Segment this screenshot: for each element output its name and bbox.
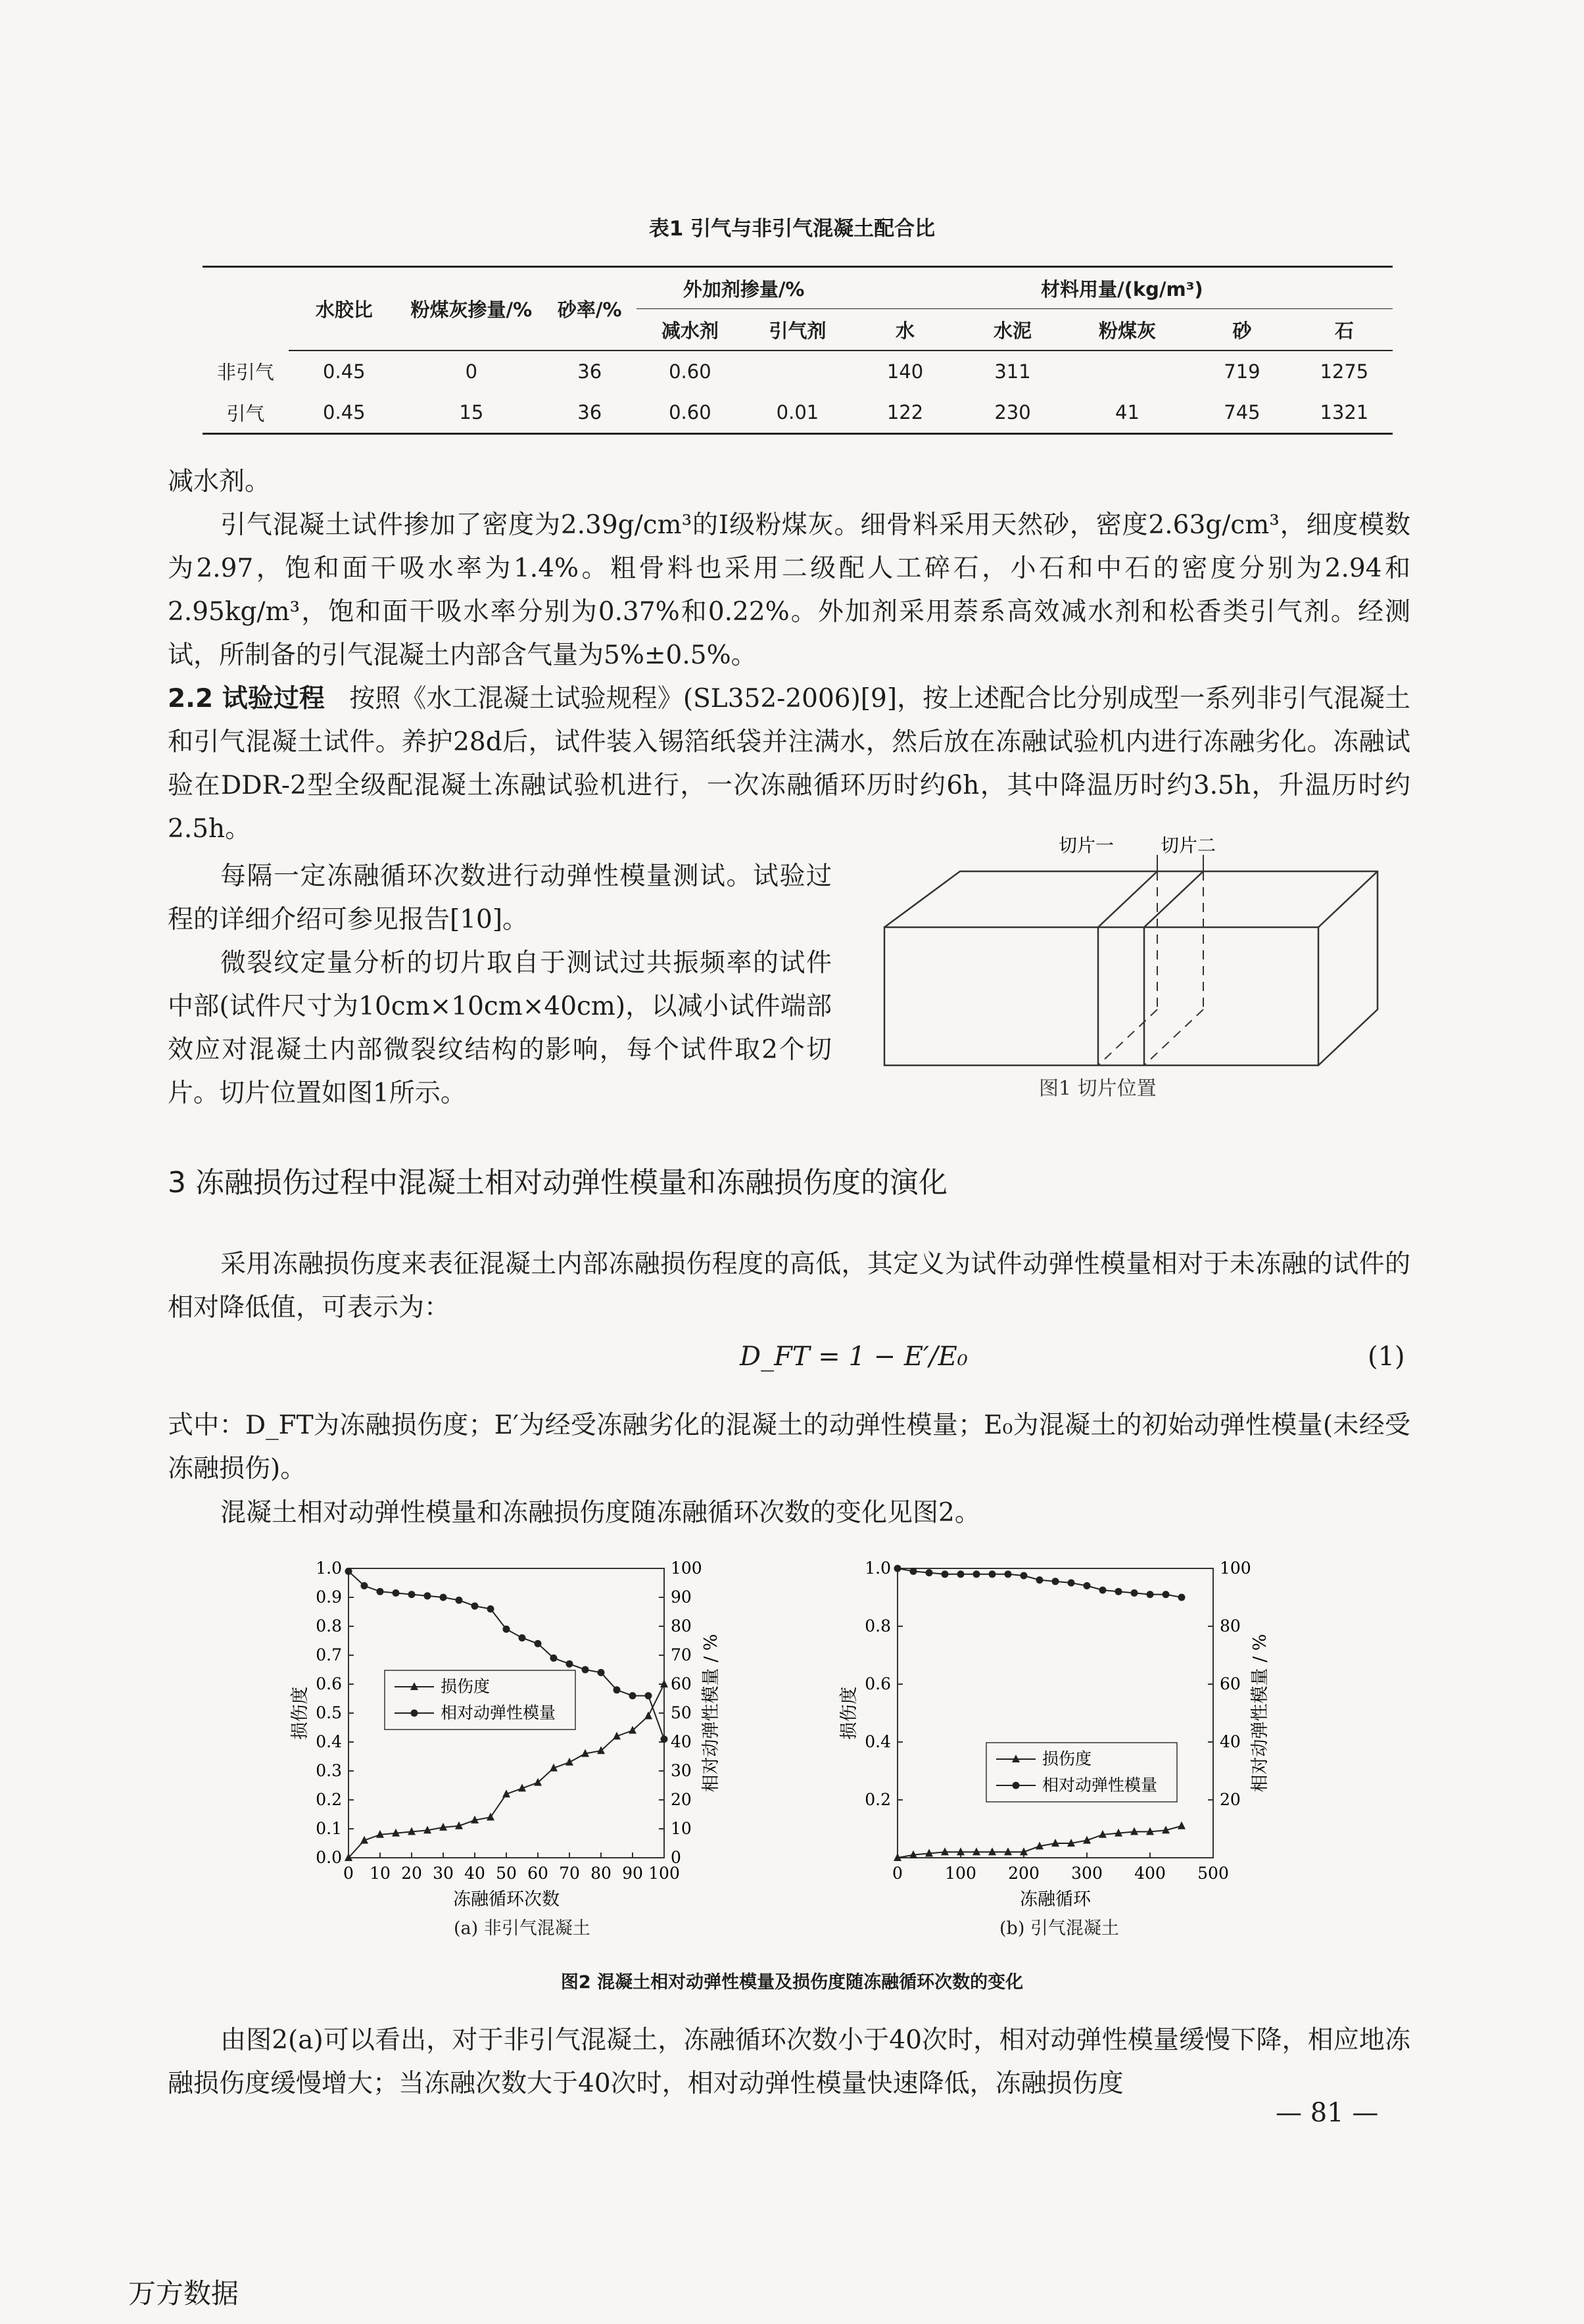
equation-text: D_FT = 1 − E′/E₀ bbox=[740, 1342, 968, 1372]
y2-tick-label: 80 bbox=[1220, 1616, 1241, 1635]
slice-2-label: 切片二 bbox=[1161, 835, 1216, 856]
paragraph-8: 由图2(a)可以看出，对于非引气混凝土，冻融循环次数小于40次时，相对动弹性模量缓慢下降，相应地冻融损伤度缓慢增大；当冻融次数大于40次时，相对动弹性模量快速降低，冻融损伤度 bbox=[168, 2025, 1410, 2098]
watermark-text: 万方数据 bbox=[128, 2277, 239, 2310]
y2-tick-label: 80 bbox=[671, 1616, 692, 1635]
cell-sand: 36 bbox=[543, 392, 636, 434]
damage-point bbox=[1178, 1822, 1186, 1829]
y-tick-label: 0.6 bbox=[865, 1674, 891, 1693]
header-mat: 材料用量/(kg/m³) bbox=[852, 267, 1393, 309]
damage-point bbox=[972, 1847, 980, 1855]
y2-tick-label: 20 bbox=[1220, 1790, 1241, 1809]
x-tick-label: 60 bbox=[527, 1864, 548, 1883]
modulus-point bbox=[1084, 1582, 1091, 1589]
y-tick-label: 0.4 bbox=[865, 1732, 891, 1751]
chart-b-air-entrained bbox=[825, 1549, 1338, 1956]
cell-fly: 15 bbox=[400, 392, 543, 434]
modulus-point bbox=[910, 1568, 917, 1575]
damage-point bbox=[1004, 1847, 1012, 1855]
modulus-point bbox=[456, 1597, 463, 1604]
y-tick-label: 1.0 bbox=[316, 1559, 342, 1578]
modulus-point bbox=[989, 1570, 996, 1578]
header-wr: 减水剂 bbox=[636, 309, 744, 351]
cell-cement: 311 bbox=[994, 360, 1031, 383]
y-tick-label: 0.2 bbox=[865, 1790, 891, 1809]
section-3-heading: 3 冻融损伤过程中混凝土相对动弹性模量和冻融损伤度的演化 bbox=[168, 1166, 948, 1199]
y2-axis-label: 相对动弹性模量 / % bbox=[1250, 1634, 1270, 1793]
cell-stone: 1321 bbox=[1296, 392, 1393, 434]
modulus-point bbox=[408, 1591, 416, 1598]
y-axis-label: 损伤度 bbox=[290, 1686, 310, 1740]
y2-tick-label: 90 bbox=[671, 1587, 692, 1607]
header-sand: 砂率/% bbox=[543, 267, 636, 351]
x-tick-label: 200 bbox=[1008, 1864, 1040, 1883]
plot-frame bbox=[898, 1568, 1213, 1858]
y2-tick-label: 50 bbox=[671, 1703, 692, 1722]
legend-modulus-marker bbox=[411, 1710, 418, 1717]
paragraph-6: 式中：D_FT为冻融损伤度；E′为经受冻融劣化的混凝土的动弹性模量；E₀为混凝土的初始动弹性模量(未经受冻融损伤)。 bbox=[168, 1411, 1410, 1484]
modulus-point bbox=[1020, 1572, 1028, 1580]
x-tick-label: 20 bbox=[401, 1864, 422, 1883]
y2-tick-label: 100 bbox=[1220, 1559, 1251, 1578]
modulus-point bbox=[1163, 1591, 1170, 1598]
x-tick-label: 40 bbox=[464, 1864, 485, 1883]
section-2-2-body: 按照《水工混凝土试验规程》(SL352-2006)[9]，按上述配合比分别成型一系列非引气混凝土和引气混凝土试件。养护28d后，试件装入锡箔纸袋并注满水，然后放在冻融试验机内进行冻融劣化。冻融试验在DDR-2型全级配混凝土冻融试验机进行，一次冻融循环历时约6h，其中降温历时约3.5h，升温历时约2.5h。 bbox=[168, 684, 1410, 844]
cell-ae: 0.01 bbox=[744, 392, 852, 434]
legend-damage-label: 损伤度 bbox=[441, 1677, 491, 1696]
modulus-point bbox=[1099, 1587, 1107, 1594]
y-axis-label: 损伤度 bbox=[839, 1686, 859, 1740]
paragraph-0: 减水剂。 bbox=[168, 467, 271, 496]
figure-1-specimen-diagram bbox=[868, 822, 1407, 1085]
header-water: 水 bbox=[852, 309, 959, 351]
modulus-point bbox=[1068, 1580, 1075, 1587]
header-sandm: 砂 bbox=[1188, 309, 1296, 351]
modulus-point bbox=[440, 1594, 447, 1601]
modulus-point bbox=[957, 1570, 965, 1578]
section-2-2-heading: 2.2 试验过程 bbox=[168, 684, 325, 714]
header-stone: 石 bbox=[1296, 309, 1393, 351]
x-tick-label: 70 bbox=[559, 1864, 580, 1883]
header-fly: 粉煤灰掺量/% bbox=[400, 267, 543, 351]
modulus-point bbox=[1115, 1588, 1122, 1595]
header-wb: 水胶比 bbox=[289, 267, 400, 351]
x-tick-label: 0 bbox=[343, 1864, 354, 1883]
y-tick-label: 0.4 bbox=[316, 1732, 342, 1751]
damage-point bbox=[957, 1847, 965, 1855]
figure-2-caption: 图2 混凝土相对动弹性模量及损伤度随冻融循环次数的变化 bbox=[560, 1972, 1024, 1993]
row-name: 非引气 bbox=[216, 361, 274, 383]
chart-a-caption: (a) 非引气混凝土 bbox=[454, 1918, 590, 1939]
table-caption: 表1 引气与非引气混凝土配合比 bbox=[648, 217, 936, 241]
modulus-point bbox=[613, 1686, 621, 1693]
x-axis-label: 冻融循环次数 bbox=[453, 1889, 560, 1910]
y2-tick-label: 10 bbox=[671, 1819, 692, 1838]
chart-b-caption: (b) 引气混凝土 bbox=[999, 1918, 1119, 1939]
cell-water: 122 bbox=[852, 392, 959, 434]
cell-flyash: 41 bbox=[1067, 392, 1188, 434]
paragraph-3: 每隔一定冻融循环次数进行动弹性模量测试。试验过程的详细介绍可参见报告[10]。 bbox=[168, 861, 832, 934]
y2-tick-label: 100 bbox=[671, 1559, 702, 1578]
damage-point bbox=[644, 1711, 652, 1719]
damage-point bbox=[988, 1847, 996, 1855]
cell-cement: 230 bbox=[959, 392, 1067, 434]
cell-ae bbox=[744, 351, 852, 392]
table-row bbox=[203, 392, 1393, 434]
legend-damage-label: 损伤度 bbox=[1042, 1749, 1092, 1768]
page-number: — 81 — bbox=[1276, 2098, 1379, 2128]
y2-axis-label: 相对动弹性模量 / % bbox=[701, 1634, 721, 1793]
modulus-point bbox=[1052, 1578, 1059, 1585]
modulus-point bbox=[598, 1669, 605, 1676]
paragraph-7: 混凝土相对动弹性模量和冻融损伤度随冻融循环次数的变化见图2。 bbox=[220, 1498, 980, 1528]
y-tick-label: 0.1 bbox=[316, 1819, 342, 1838]
paragraph-4: 微裂纹定量分析的切片取自于测试过共振频率的试件中部(试件尺寸为10cm×10cm×40cm)，以减小试件端部效应对混凝土内部微裂纹结构的影响，每个试件取2个切片。切片位置如图1所示。 bbox=[168, 948, 832, 1108]
modulus-point bbox=[361, 1582, 368, 1589]
table-row bbox=[203, 351, 1393, 392]
modulus-point bbox=[503, 1626, 510, 1633]
specimen-front-face bbox=[884, 927, 1318, 1065]
modulus-point bbox=[629, 1692, 636, 1699]
legend-modulus-label: 相对动弹性模量 bbox=[441, 1703, 556, 1722]
chart-a-non-air-entrained bbox=[276, 1549, 789, 1956]
modulus-point bbox=[582, 1666, 589, 1674]
y2-tick-label: 60 bbox=[671, 1674, 692, 1693]
y-tick-label: 0.7 bbox=[316, 1645, 342, 1664]
slice-1-top bbox=[1098, 871, 1157, 927]
paragraph-1: 引气混凝土试件掺加了密度为2.39g/cm³的I级粉煤灰。细骨料采用天然砂，密度2.63g/cm³，细度模数为2.97，饱和面干吸水率为1.4%。粗骨料也采用二级配人工碎石，小石和中石的密度分别为2.94和2.95kg/m³，饱和面干吸水率分别为0.37%和0.22%。外加剂采用萘系高效减水剂和松香类引气剂。经测试，所制备的引气混凝土内部含气量为5%±0.5%。 bbox=[168, 510, 1410, 670]
cell-sand: 36 bbox=[577, 360, 602, 383]
y2-tick-label: 70 bbox=[671, 1645, 692, 1664]
modulus-point bbox=[487, 1605, 494, 1612]
damage-point bbox=[565, 1758, 573, 1766]
modulus-point bbox=[1036, 1576, 1044, 1584]
x-axis-label: 冻融循环 bbox=[1020, 1889, 1091, 1910]
y2-tick-label: 0 bbox=[671, 1848, 681, 1867]
header-flyash: 粉煤灰 bbox=[1067, 309, 1188, 351]
legend-modulus-marker bbox=[1013, 1782, 1020, 1789]
cell-fly: 0 bbox=[465, 360, 478, 383]
paragraph-5: 采用冻融损伤度来表征混凝土内部冻融损伤程度的高低，其定义为试件动弹性模量相对于未冻融的试件的相对降低值，可表示为： bbox=[168, 1249, 1410, 1322]
modulus-point bbox=[550, 1655, 558, 1662]
x-tick-label: 10 bbox=[370, 1864, 391, 1883]
slice-2-top bbox=[1144, 871, 1203, 927]
cell-wr: 0.60 bbox=[636, 392, 744, 434]
x-tick-label: 0 bbox=[892, 1864, 903, 1883]
cell-wb: 0.45 bbox=[289, 392, 400, 434]
x-tick-label: 300 bbox=[1071, 1864, 1103, 1883]
equation-1 bbox=[740, 1342, 968, 1372]
modulus-point bbox=[566, 1660, 573, 1668]
y2-tick-label: 40 bbox=[1220, 1732, 1241, 1751]
x-tick-label: 50 bbox=[496, 1864, 517, 1883]
y-tick-label: 0.5 bbox=[316, 1703, 342, 1722]
cell-flyash bbox=[1067, 351, 1188, 392]
y-tick-label: 0.8 bbox=[316, 1616, 342, 1635]
equation-number: (1) bbox=[1368, 1342, 1405, 1372]
modulus-point bbox=[926, 1569, 933, 1576]
modulus-point bbox=[973, 1570, 980, 1578]
y-tick-label: 0.9 bbox=[316, 1587, 342, 1607]
cell-wb: 0.45 bbox=[323, 360, 366, 383]
modulus-point bbox=[1131, 1589, 1138, 1597]
x-tick-label: 30 bbox=[433, 1864, 454, 1883]
modulus-point bbox=[1147, 1591, 1154, 1598]
modulus-point bbox=[535, 1640, 542, 1647]
modulus-point bbox=[519, 1634, 526, 1641]
x-tick-label: 400 bbox=[1134, 1864, 1166, 1883]
y-tick-label: 1.0 bbox=[865, 1559, 891, 1578]
cell-water: 140 bbox=[886, 360, 924, 383]
cell-sandm: 745 bbox=[1188, 392, 1296, 434]
x-tick-label: 100 bbox=[648, 1864, 680, 1883]
legend-modulus-label: 相对动弹性模量 bbox=[1042, 1776, 1158, 1795]
cell-stone: 1275 bbox=[1320, 360, 1369, 383]
modulus-point bbox=[471, 1603, 479, 1610]
x-tick-label: 80 bbox=[590, 1864, 612, 1883]
damage-point bbox=[1130, 1827, 1138, 1835]
damage-point bbox=[941, 1847, 949, 1855]
row-name: 引气 bbox=[203, 392, 289, 434]
figure-1-caption: 图1 切片位置 bbox=[1039, 1077, 1157, 1100]
y-tick-label: 0.8 bbox=[865, 1616, 891, 1635]
y2-tick-label: 20 bbox=[671, 1790, 692, 1809]
modulus-point bbox=[1005, 1570, 1012, 1578]
header-blank bbox=[203, 267, 289, 351]
cell-sandm: 719 bbox=[1224, 360, 1260, 383]
cell-wr: 0.60 bbox=[669, 360, 711, 383]
y-tick-label: 0.2 bbox=[316, 1790, 342, 1809]
specimen-top-side bbox=[884, 871, 1378, 1065]
modulus-point bbox=[645, 1692, 652, 1699]
x-tick-label: 500 bbox=[1197, 1864, 1229, 1883]
y-tick-label: 0.0 bbox=[316, 1848, 342, 1867]
y2-tick-label: 30 bbox=[671, 1761, 692, 1780]
modulus-point bbox=[942, 1570, 949, 1578]
header-cement: 水泥 bbox=[959, 309, 1067, 351]
y2-tick-label: 60 bbox=[1220, 1674, 1241, 1693]
modulus-point bbox=[393, 1589, 400, 1597]
modulus-point bbox=[377, 1588, 384, 1595]
y-tick-label: 0.6 bbox=[316, 1674, 342, 1693]
x-tick-label: 100 bbox=[945, 1864, 976, 1883]
x-tick-label: 90 bbox=[622, 1864, 643, 1883]
y-tick-label: 0.3 bbox=[316, 1761, 342, 1780]
mix-proportion-table bbox=[203, 266, 1393, 435]
header-admix: 外加剂掺量/% bbox=[636, 267, 852, 309]
modulus-point bbox=[424, 1592, 431, 1599]
modulus-point bbox=[661, 1735, 668, 1743]
modulus-point bbox=[345, 1568, 352, 1575]
slice-1-label: 切片一 bbox=[1059, 835, 1115, 856]
header-ae: 引气剂 bbox=[744, 309, 852, 351]
modulus-point bbox=[894, 1565, 901, 1572]
y2-tick-label: 40 bbox=[671, 1732, 692, 1751]
modulus-point bbox=[1178, 1594, 1186, 1601]
